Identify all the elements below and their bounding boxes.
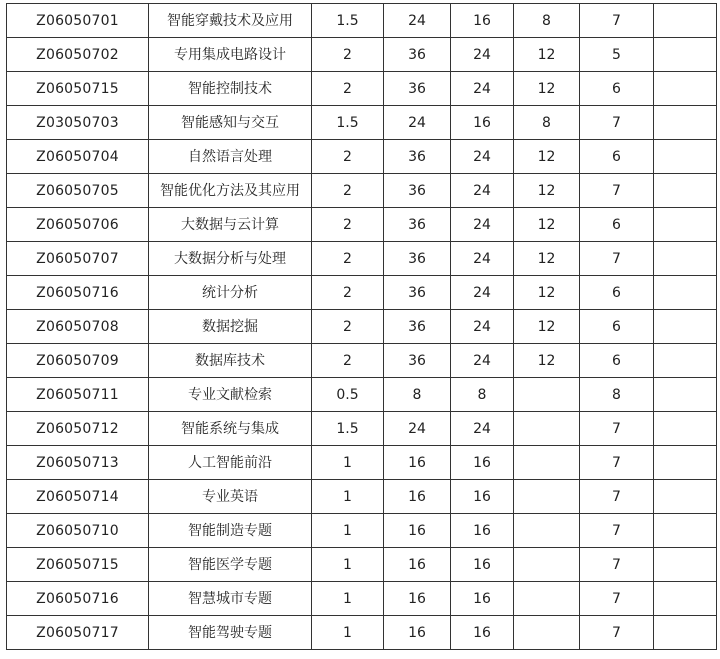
course-name-cell: 人工智能前沿	[149, 446, 312, 480]
lecture-hours-cell: 24	[451, 72, 514, 106]
course-code-cell: Z06050707	[7, 242, 149, 276]
table-row	[7, 514, 717, 548]
table-row	[7, 38, 717, 72]
note-cell	[654, 72, 717, 106]
note-cell	[654, 548, 717, 582]
table-row	[7, 344, 717, 378]
course-name-cell: 数据库技术	[149, 344, 312, 378]
lecture-hours-cell: 16	[451, 106, 514, 140]
credits-cell: 2	[312, 344, 384, 378]
total-hours-cell: 16	[384, 446, 451, 480]
table-row	[7, 616, 717, 650]
table-row	[7, 378, 717, 412]
lab-hours-cell: 12	[514, 140, 580, 174]
semester-cell: 6	[580, 276, 654, 310]
lecture-hours-cell: 24	[451, 208, 514, 242]
table-row	[7, 446, 717, 480]
course-code-cell: Z06050702	[7, 38, 149, 72]
table-row	[7, 412, 717, 446]
course-code-cell: Z06050704	[7, 140, 149, 174]
table-row	[7, 548, 717, 582]
credits-cell: 1	[312, 548, 384, 582]
semester-cell: 5	[580, 38, 654, 72]
note-cell	[654, 140, 717, 174]
note-cell	[654, 276, 717, 310]
note-cell	[654, 446, 717, 480]
course-name-cell: 统计分析	[149, 276, 312, 310]
lecture-hours-cell: 16	[451, 616, 514, 650]
total-hours-cell: 36	[384, 344, 451, 378]
course-name-cell: 大数据与云计算	[149, 208, 312, 242]
lab-hours-cell	[514, 548, 580, 582]
course-code-cell: Z06050705	[7, 174, 149, 208]
total-hours-cell: 24	[384, 4, 451, 38]
course-code-cell: Z06050708	[7, 310, 149, 344]
lecture-hours-cell: 24	[451, 344, 514, 378]
note-cell	[654, 514, 717, 548]
lab-hours-cell	[514, 378, 580, 412]
semester-cell: 7	[580, 412, 654, 446]
lab-hours-cell: 12	[514, 174, 580, 208]
note-cell	[654, 208, 717, 242]
lecture-hours-cell: 24	[451, 412, 514, 446]
course-code-cell: Z06050706	[7, 208, 149, 242]
course-name-cell: 智能制造专题	[149, 514, 312, 548]
total-hours-cell: 36	[384, 310, 451, 344]
note-cell	[654, 480, 717, 514]
lab-hours-cell	[514, 446, 580, 480]
credits-cell: 1	[312, 582, 384, 616]
note-cell	[654, 310, 717, 344]
course-code-cell: Z06050716	[7, 582, 149, 616]
note-cell	[654, 38, 717, 72]
note-cell	[654, 378, 717, 412]
total-hours-cell: 8	[384, 378, 451, 412]
total-hours-cell: 24	[384, 412, 451, 446]
course-code-cell: Z06050715	[7, 548, 149, 582]
lab-hours-cell	[514, 480, 580, 514]
course-code-cell: Z06050709	[7, 344, 149, 378]
credits-cell: 2	[312, 208, 384, 242]
note-cell	[654, 242, 717, 276]
course-name-cell: 自然语言处理	[149, 140, 312, 174]
semester-cell: 6	[580, 72, 654, 106]
course-table-body	[7, 4, 717, 650]
course-name-cell: 大数据分析与处理	[149, 242, 312, 276]
course-code-cell: Z06050714	[7, 480, 149, 514]
lab-hours-cell: 12	[514, 72, 580, 106]
lecture-hours-cell: 24	[451, 174, 514, 208]
credits-cell: 1.5	[312, 106, 384, 140]
credits-cell: 0.5	[312, 378, 384, 412]
total-hours-cell: 36	[384, 208, 451, 242]
credits-cell: 2	[312, 72, 384, 106]
course-name-cell: 智能系统与集成	[149, 412, 312, 446]
table-row	[7, 242, 717, 276]
note-cell	[654, 174, 717, 208]
semester-cell: 7	[580, 616, 654, 650]
course-name-cell: 专业文献检索	[149, 378, 312, 412]
credits-cell: 2	[312, 38, 384, 72]
lab-hours-cell: 12	[514, 208, 580, 242]
semester-cell: 6	[580, 140, 654, 174]
lecture-hours-cell: 24	[451, 38, 514, 72]
semester-cell: 7	[580, 514, 654, 548]
semester-cell: 7	[580, 4, 654, 38]
table-row	[7, 4, 717, 38]
semester-cell: 7	[580, 480, 654, 514]
lab-hours-cell: 12	[514, 242, 580, 276]
lecture-hours-cell: 24	[451, 276, 514, 310]
semester-cell: 6	[580, 208, 654, 242]
semester-cell: 7	[580, 548, 654, 582]
semester-cell: 7	[580, 242, 654, 276]
total-hours-cell: 24	[384, 106, 451, 140]
lab-hours-cell: 12	[514, 310, 580, 344]
total-hours-cell: 36	[384, 174, 451, 208]
total-hours-cell: 16	[384, 582, 451, 616]
total-hours-cell: 16	[384, 616, 451, 650]
course-code-cell: Z06050710	[7, 514, 149, 548]
note-cell	[654, 412, 717, 446]
semester-cell: 8	[580, 378, 654, 412]
course-code-cell: Z06050712	[7, 412, 149, 446]
lab-hours-cell	[514, 412, 580, 446]
credits-cell: 1	[312, 480, 384, 514]
lecture-hours-cell: 16	[451, 582, 514, 616]
credits-cell: 2	[312, 310, 384, 344]
lab-hours-cell: 12	[514, 38, 580, 72]
lecture-hours-cell: 24	[451, 242, 514, 276]
course-code-cell: Z06050715	[7, 72, 149, 106]
lecture-hours-cell: 16	[451, 4, 514, 38]
total-hours-cell: 36	[384, 72, 451, 106]
course-name-cell: 智能感知与交互	[149, 106, 312, 140]
lab-hours-cell: 12	[514, 276, 580, 310]
total-hours-cell: 36	[384, 38, 451, 72]
credits-cell: 2	[312, 242, 384, 276]
lab-hours-cell	[514, 514, 580, 548]
lab-hours-cell: 8	[514, 106, 580, 140]
table-row	[7, 480, 717, 514]
credits-cell: 1.5	[312, 4, 384, 38]
table-row	[7, 582, 717, 616]
course-name-cell: 数据挖掘	[149, 310, 312, 344]
total-hours-cell: 16	[384, 480, 451, 514]
credits-cell: 2	[312, 276, 384, 310]
table-row	[7, 276, 717, 310]
note-cell	[654, 582, 717, 616]
lecture-hours-cell: 16	[451, 548, 514, 582]
course-name-cell: 智能优化方法及其应用	[149, 174, 312, 208]
course-name-cell: 智能医学专题	[149, 548, 312, 582]
total-hours-cell: 36	[384, 140, 451, 174]
lecture-hours-cell: 8	[451, 378, 514, 412]
table-row	[7, 174, 717, 208]
lab-hours-cell: 8	[514, 4, 580, 38]
semester-cell: 6	[580, 310, 654, 344]
semester-cell: 7	[580, 582, 654, 616]
lecture-hours-cell: 24	[451, 310, 514, 344]
note-cell	[654, 106, 717, 140]
credits-cell: 1	[312, 514, 384, 548]
course-name-cell: 智能控制技术	[149, 72, 312, 106]
semester-cell: 7	[580, 174, 654, 208]
semester-cell: 7	[580, 446, 654, 480]
credits-cell: 1.5	[312, 412, 384, 446]
table-row	[7, 140, 717, 174]
table-row	[7, 72, 717, 106]
credits-cell: 2	[312, 140, 384, 174]
table-row	[7, 310, 717, 344]
table-row	[7, 106, 717, 140]
lab-hours-cell	[514, 616, 580, 650]
semester-cell: 6	[580, 344, 654, 378]
note-cell	[654, 4, 717, 38]
lecture-hours-cell: 16	[451, 514, 514, 548]
total-hours-cell: 16	[384, 514, 451, 548]
credits-cell: 2	[312, 174, 384, 208]
semester-cell: 7	[580, 106, 654, 140]
total-hours-cell: 16	[384, 548, 451, 582]
course-code-cell: Z06050716	[7, 276, 149, 310]
course-table	[6, 3, 717, 650]
lecture-hours-cell: 16	[451, 480, 514, 514]
course-code-cell: Z06050713	[7, 446, 149, 480]
course-name-cell: 专用集成电路设计	[149, 38, 312, 72]
lab-hours-cell: 12	[514, 344, 580, 378]
course-name-cell: 智慧城市专题	[149, 582, 312, 616]
credits-cell: 1	[312, 616, 384, 650]
course-code-cell: Z03050703	[7, 106, 149, 140]
lecture-hours-cell: 24	[451, 140, 514, 174]
course-code-cell: Z06050717	[7, 616, 149, 650]
lecture-hours-cell: 16	[451, 446, 514, 480]
note-cell	[654, 616, 717, 650]
course-code-cell: Z06050711	[7, 378, 149, 412]
course-name-cell: 专业英语	[149, 480, 312, 514]
total-hours-cell: 36	[384, 276, 451, 310]
lab-hours-cell	[514, 582, 580, 616]
credits-cell: 1	[312, 446, 384, 480]
course-name-cell: 智能驾驶专题	[149, 616, 312, 650]
course-code-cell: Z06050701	[7, 4, 149, 38]
table-row	[7, 208, 717, 242]
course-name-cell: 智能穿戴技术及应用	[149, 4, 312, 38]
note-cell	[654, 344, 717, 378]
total-hours-cell: 36	[384, 242, 451, 276]
